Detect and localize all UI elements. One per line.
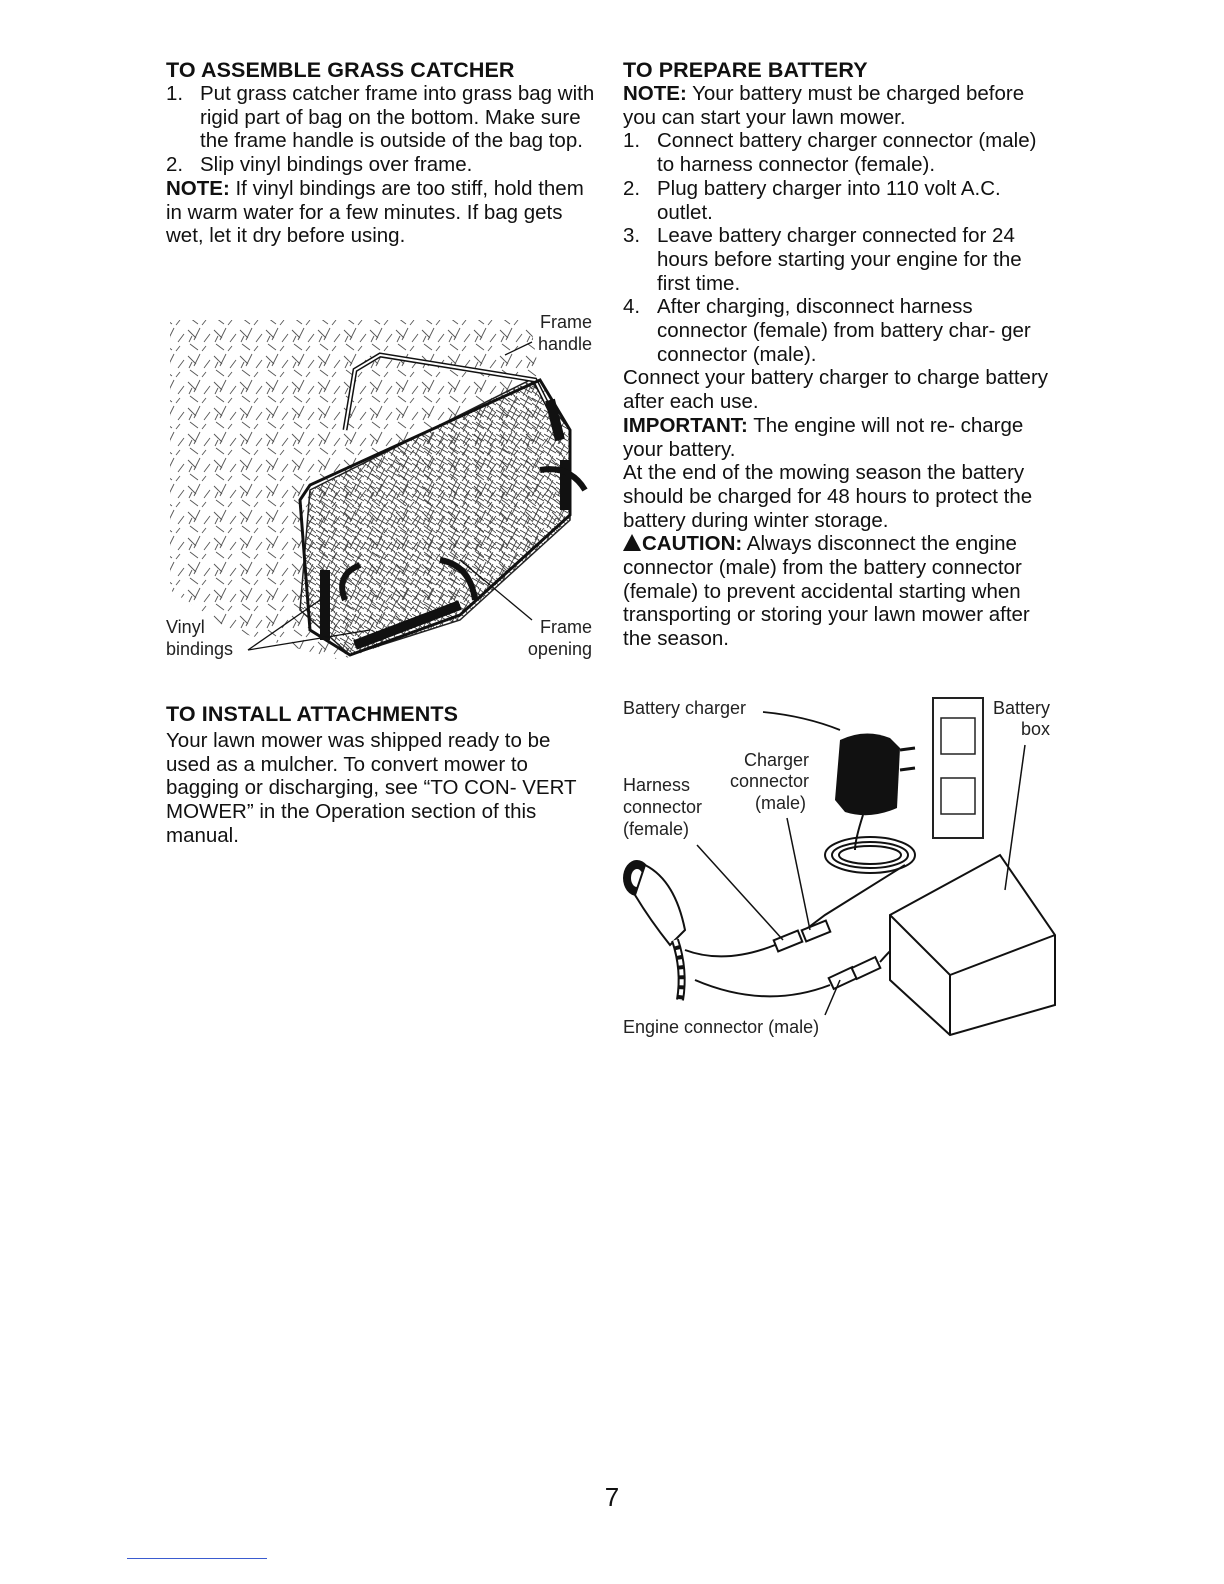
battery-note-text: Your battery must be charged before you can start your lawn mower. [623, 82, 1025, 129]
battery-caution [623, 532, 1053, 651]
install-section [166, 702, 596, 848]
assemble-step-1-number: 1. [166, 82, 184, 105]
battery-box-label-1: Battery [992, 698, 1050, 718]
assemble-note-label: NOTE: [166, 176, 230, 200]
harness-connector-label-3: (female) [623, 819, 690, 839]
battery-after-text: Connect your battery charger to charge battery after each use. [623, 366, 1049, 414]
battery-note [623, 82, 1053, 129]
battery-charger-label: Battery charger [623, 698, 747, 718]
battery-heading: TO PREPARE BATTERY [623, 58, 868, 82]
battery-charging-figure [615, 690, 1060, 1050]
assemble-step-2 [166, 153, 596, 177]
install-text: Your lawn mower was shipped ready to be used as a mulcher. To convert mower to bagging or discharging, see “TO CON- VERT MOWER” in the Operation section of this manual. [166, 729, 577, 847]
frame-opening-label-2: opening [527, 639, 592, 659]
battery-important-label: IMPORTANT: [623, 413, 748, 437]
charger-connector-label-1: Charger [743, 750, 809, 770]
battery-important-text: The engine will not re- charge your battery. [623, 413, 1024, 461]
frame-opening-label-1: Frame [539, 617, 592, 637]
battery-step-2-text: Plug battery charger into 110 volt A.C. outlet. [657, 176, 1001, 224]
vinyl-bindings-label-1: Vinyl [166, 617, 205, 637]
battery-step-2-number: 2. [623, 176, 641, 200]
assemble-note-text: If vinyl bindings are too stiff, hold them in warm water for a few minutes. If bag gets wet, let it dry before using. [166, 176, 584, 248]
right-column [623, 58, 1053, 651]
install-heading: TO INSTALL ATTACHMENTS [166, 702, 459, 726]
battery-step-3 [623, 224, 1053, 295]
battery-important [623, 414, 1053, 461]
assemble-step-2-number: 2. [166, 153, 184, 177]
battery-note-label: NOTE: [623, 82, 687, 105]
harness-connector-label-2: connector [623, 797, 703, 817]
battery-step-3-text: Leave battery charger connected for 24 hours before starting your engine for the first time. [657, 224, 1022, 295]
harness-connector-label-1: Harness [623, 775, 691, 795]
warning-triangle-icon [623, 534, 641, 551]
battery-step-2 [623, 177, 1053, 224]
battery-step-1-number: 1. [623, 129, 641, 153]
battery-step-1 [623, 129, 1053, 176]
assemble-step-1 [166, 82, 596, 153]
left-column [166, 58, 596, 248]
frame-handle-label-1: Frame [539, 312, 592, 332]
charger-connector-label-2: connector [729, 771, 809, 791]
assemble-step-2-text: Slip vinyl bindings over frame. [200, 153, 473, 177]
battery-step-4-number: 4. [623, 295, 641, 319]
assemble-step-1-text: Put grass catcher frame into grass bag with rigid part of bag on the bottom. Make sure the frame handle is outside of the bag top. [200, 82, 595, 153]
page-number: 7 [604, 1482, 620, 1512]
battery-step-3-number: 3. [623, 224, 641, 248]
battery-step-1-text: Connect battery charger connector (male) to harness connector (female). [657, 129, 1037, 177]
engine-connector-label: Engine connector (male) [623, 1017, 820, 1037]
battery-step-4-text: After charging, disconnect harness connector (female) from battery char- ger connector (male). [657, 295, 1031, 366]
charger-connector-label-3: (male) [754, 793, 806, 813]
frame-handle-label-2: handle [537, 334, 592, 354]
assemble-heading: TO ASSEMBLE GRASS CATCHER [166, 58, 515, 82]
battery-box-label-2: box [1020, 719, 1050, 739]
footer-rule [127, 1558, 267, 1559]
grass-catcher-illustration [160, 300, 600, 665]
vinyl-bindings-label-2: bindings [166, 639, 234, 659]
battery-caution-text: Always disconnect the engine connector (male) from the battery connector (female) to prevent accidental starting when transporting or storing your lawn mower after the season. [623, 532, 1030, 651]
battery-step-4 [623, 295, 1053, 366]
battery-charging-illustration [615, 690, 1060, 1050]
battery-season-text: At the end of the mowing season the battery should be charged for 48 hours to protect the battery during winter storage. [623, 461, 1033, 532]
assemble-note [166, 177, 596, 248]
grass-catcher-figure [160, 300, 600, 665]
battery-caution-label: CAUTION: [642, 532, 743, 556]
